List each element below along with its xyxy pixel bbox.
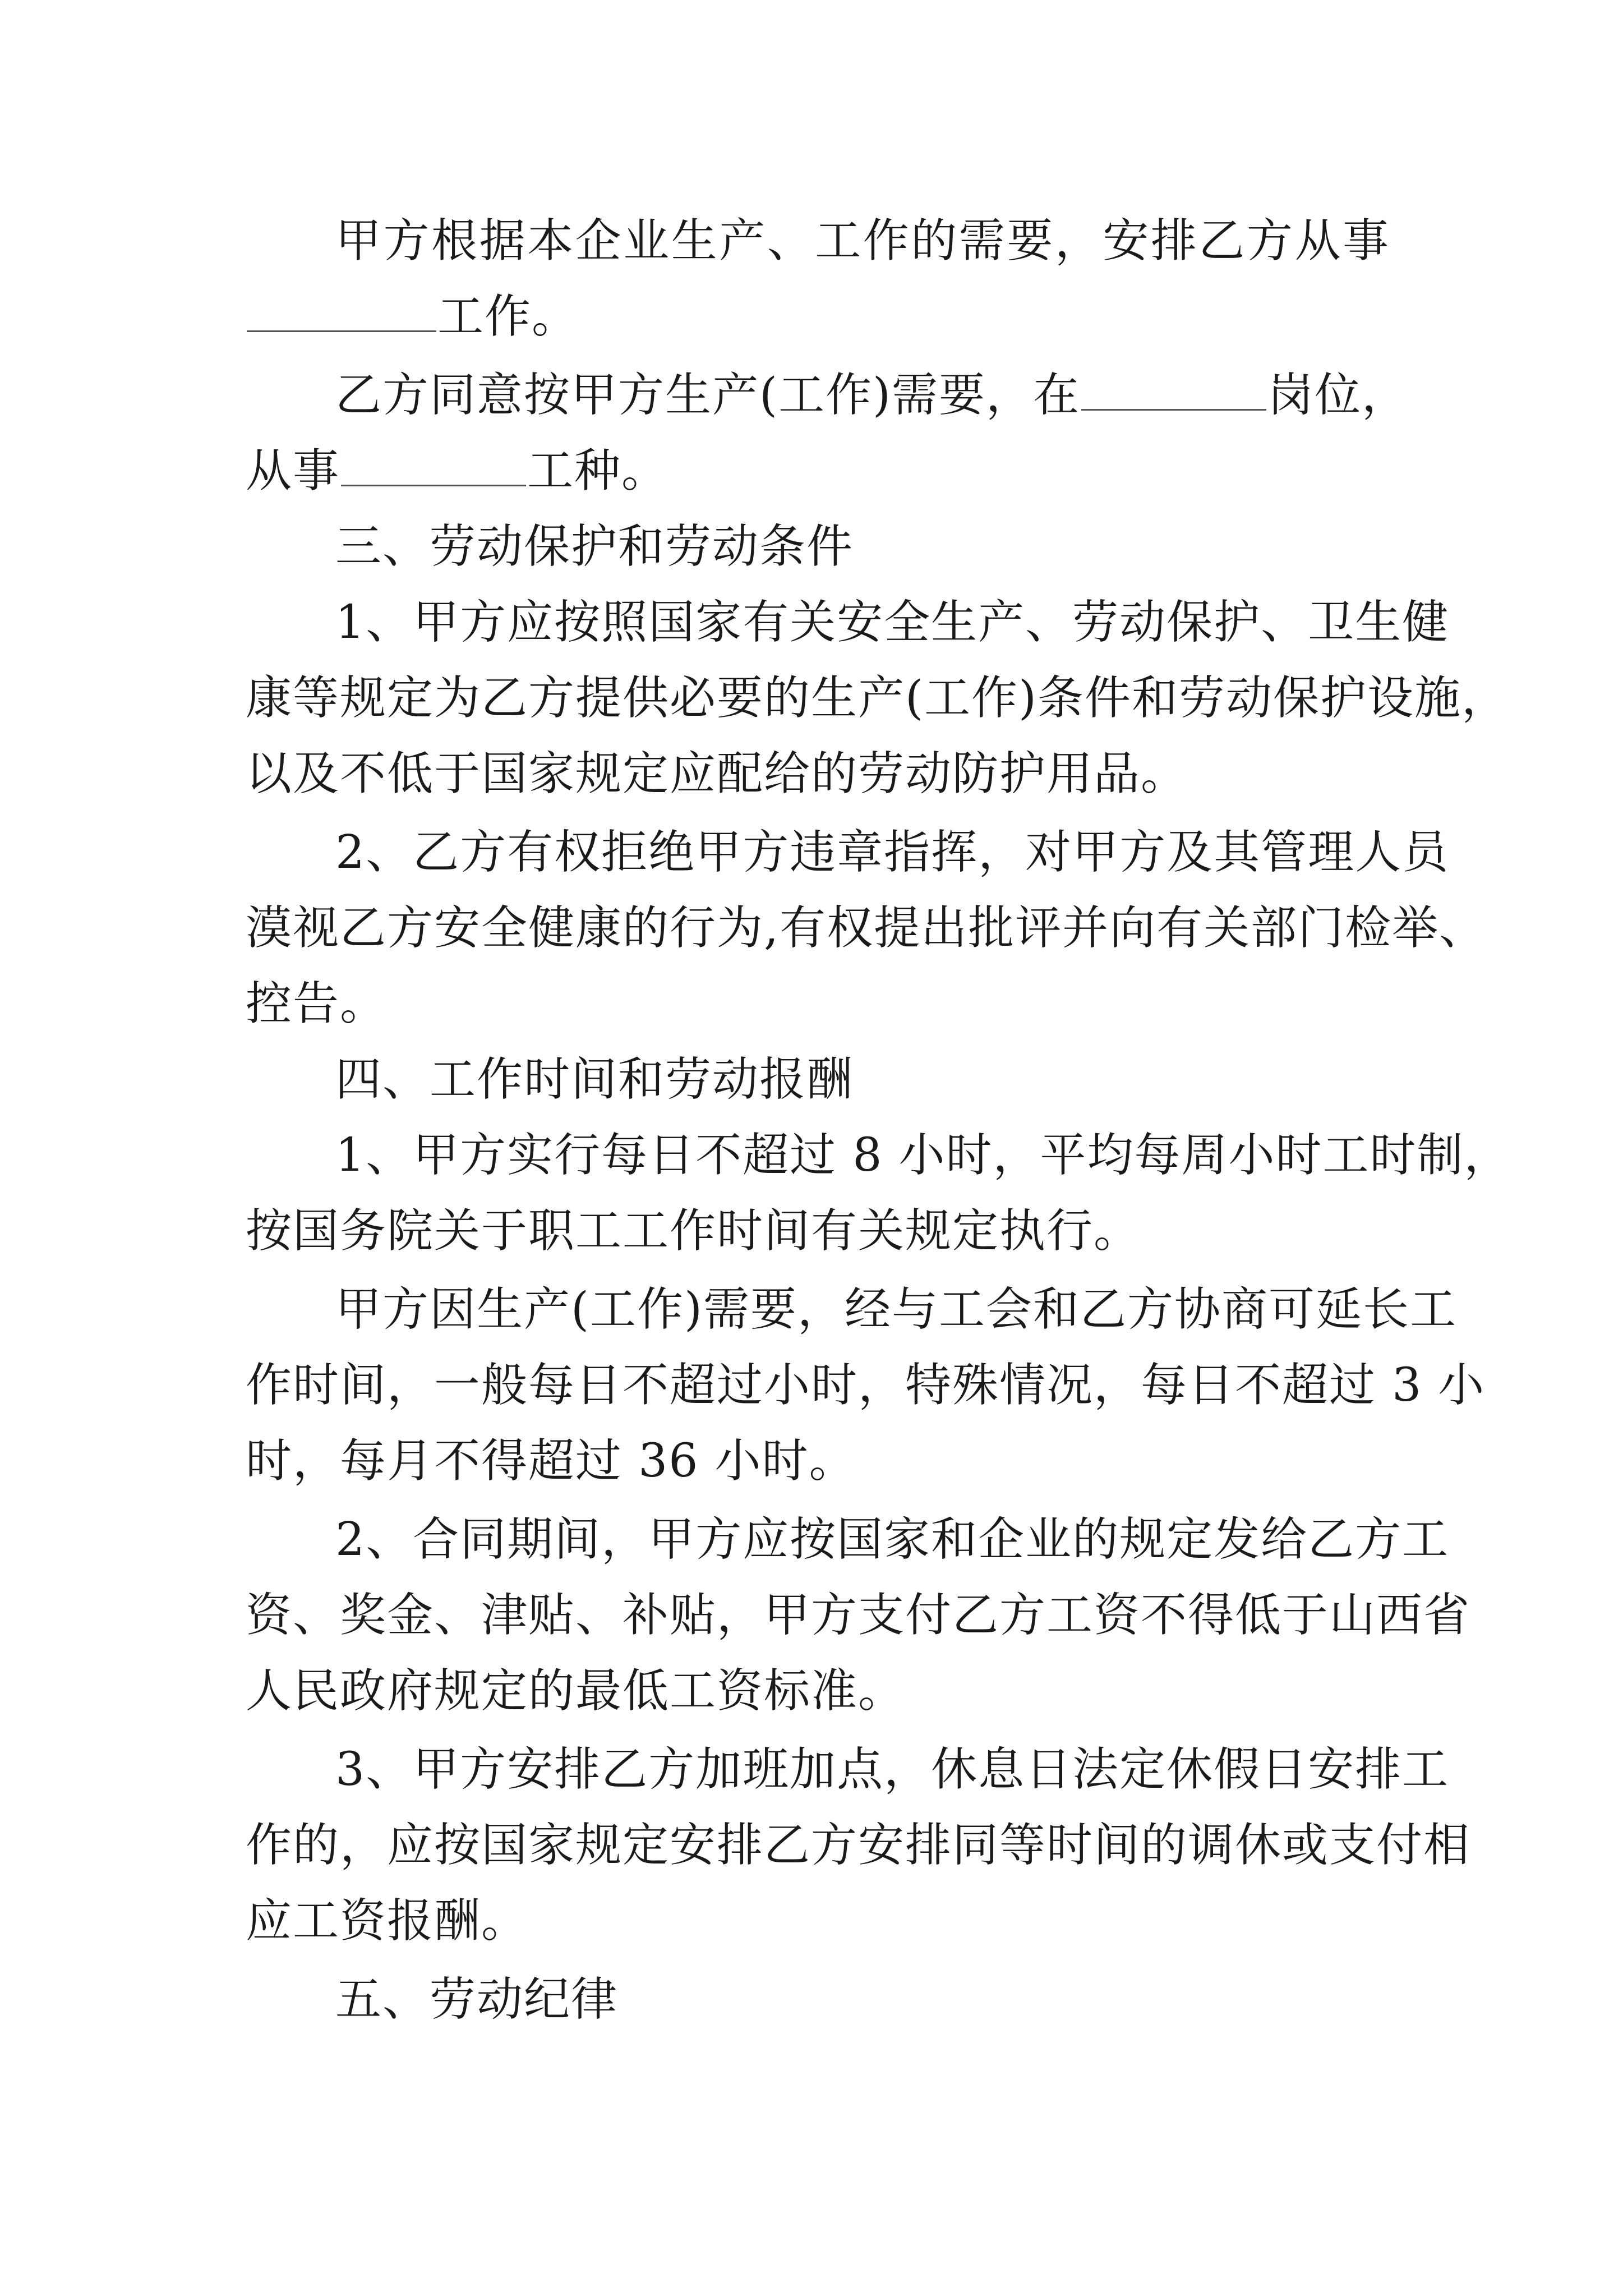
clause-3-1-line-3: 以及不低于国家规定应配给的劳动防护用品。 xyxy=(246,747,1188,800)
clause-3-2-line-3: 控告。 xyxy=(246,977,388,1030)
clause-4-2-line-3: 人民政府规定的最低工资标准。 xyxy=(246,1664,906,1718)
clause-4-1b-line-2: 作时间，一般每日不超过小时，特殊情况，每日不超过 3 小 xyxy=(246,1359,1486,1412)
clause-4-1-line-1: 1、甲方实行每日不超过 8 小时，平均每周小时工时制， xyxy=(335,1129,1511,1182)
paragraph-1-line-1: 甲方根据本企业生产、工作的需要，安排乙方从事 xyxy=(335,214,1390,268)
section-heading-3: 三、劳动保护和劳动条件 xyxy=(335,520,854,573)
paragraph-2-text-a: 乙方同意按甲方生产(工作)需要，在 xyxy=(335,369,1080,422)
clause-4-2-line-1: 2、合同期间，甲方应按国家和企业的规定发给乙方工 xyxy=(335,1513,1450,1566)
fill-in-blank xyxy=(247,330,436,332)
clause-4-3-line-2: 作的，应按国家规定安排乙方安排同等时间的调休或支付相 xyxy=(246,1819,1471,1872)
clause-4-2-line-2: 资、奖金、津贴、补贴，甲方支付乙方工资不得低于山西省 xyxy=(246,1589,1471,1642)
clause-4-3-line-1: 3、甲方安排乙方加班加点，休息日法定休假日安排工 xyxy=(335,1743,1450,1796)
clause-3-2-line-2: 漠视乙方安全健康的行为,有权提出批评并向有关部门检举、 xyxy=(246,901,1487,955)
paragraph-2-text-b: 岗位， xyxy=(1267,369,1409,422)
paragraph-1-text: 工作。 xyxy=(437,290,579,343)
clause-3-1-line-1: 1、甲方应按照国家有关安全生产、劳动保护、卫生健 xyxy=(335,596,1450,649)
clause-3-1-line-2: 康等规定为乙方提供必要的生产(工作)条件和劳动保护设施， xyxy=(246,671,1509,725)
fill-in-blank-trade xyxy=(341,484,526,486)
clause-3-2-line-1: 2、乙方有权拒绝甲方违章指挥，对甲方及其管理人员 xyxy=(335,826,1450,879)
clause-4-1b-line-3: 时，每月不得超过 36 小时。 xyxy=(246,1434,856,1488)
paragraph-2-text-c: 从事 xyxy=(246,444,340,498)
paragraph-2-text-d: 工种。 xyxy=(527,444,669,498)
clause-4-1b-line-1: 甲方因生产(工作)需要，经与工会和乙方协商可延长工 xyxy=(335,1283,1457,1336)
paragraph-2-line-2 xyxy=(246,443,1390,499)
section-heading-4: 四、工作时间和劳动报酬 xyxy=(335,1053,854,1106)
paragraph-1-line-2 xyxy=(246,289,1390,345)
paragraph-2-line-1 xyxy=(335,367,1479,424)
fill-in-blank-post xyxy=(1081,408,1266,411)
clause-4-1-line-2: 按国务院关于职工工作时间有关规定执行。 xyxy=(246,1204,1141,1258)
clause-4-3-line-3: 应工资报酬。 xyxy=(246,1894,529,1948)
section-heading-5: 五、劳动纪律 xyxy=(335,1973,619,2026)
